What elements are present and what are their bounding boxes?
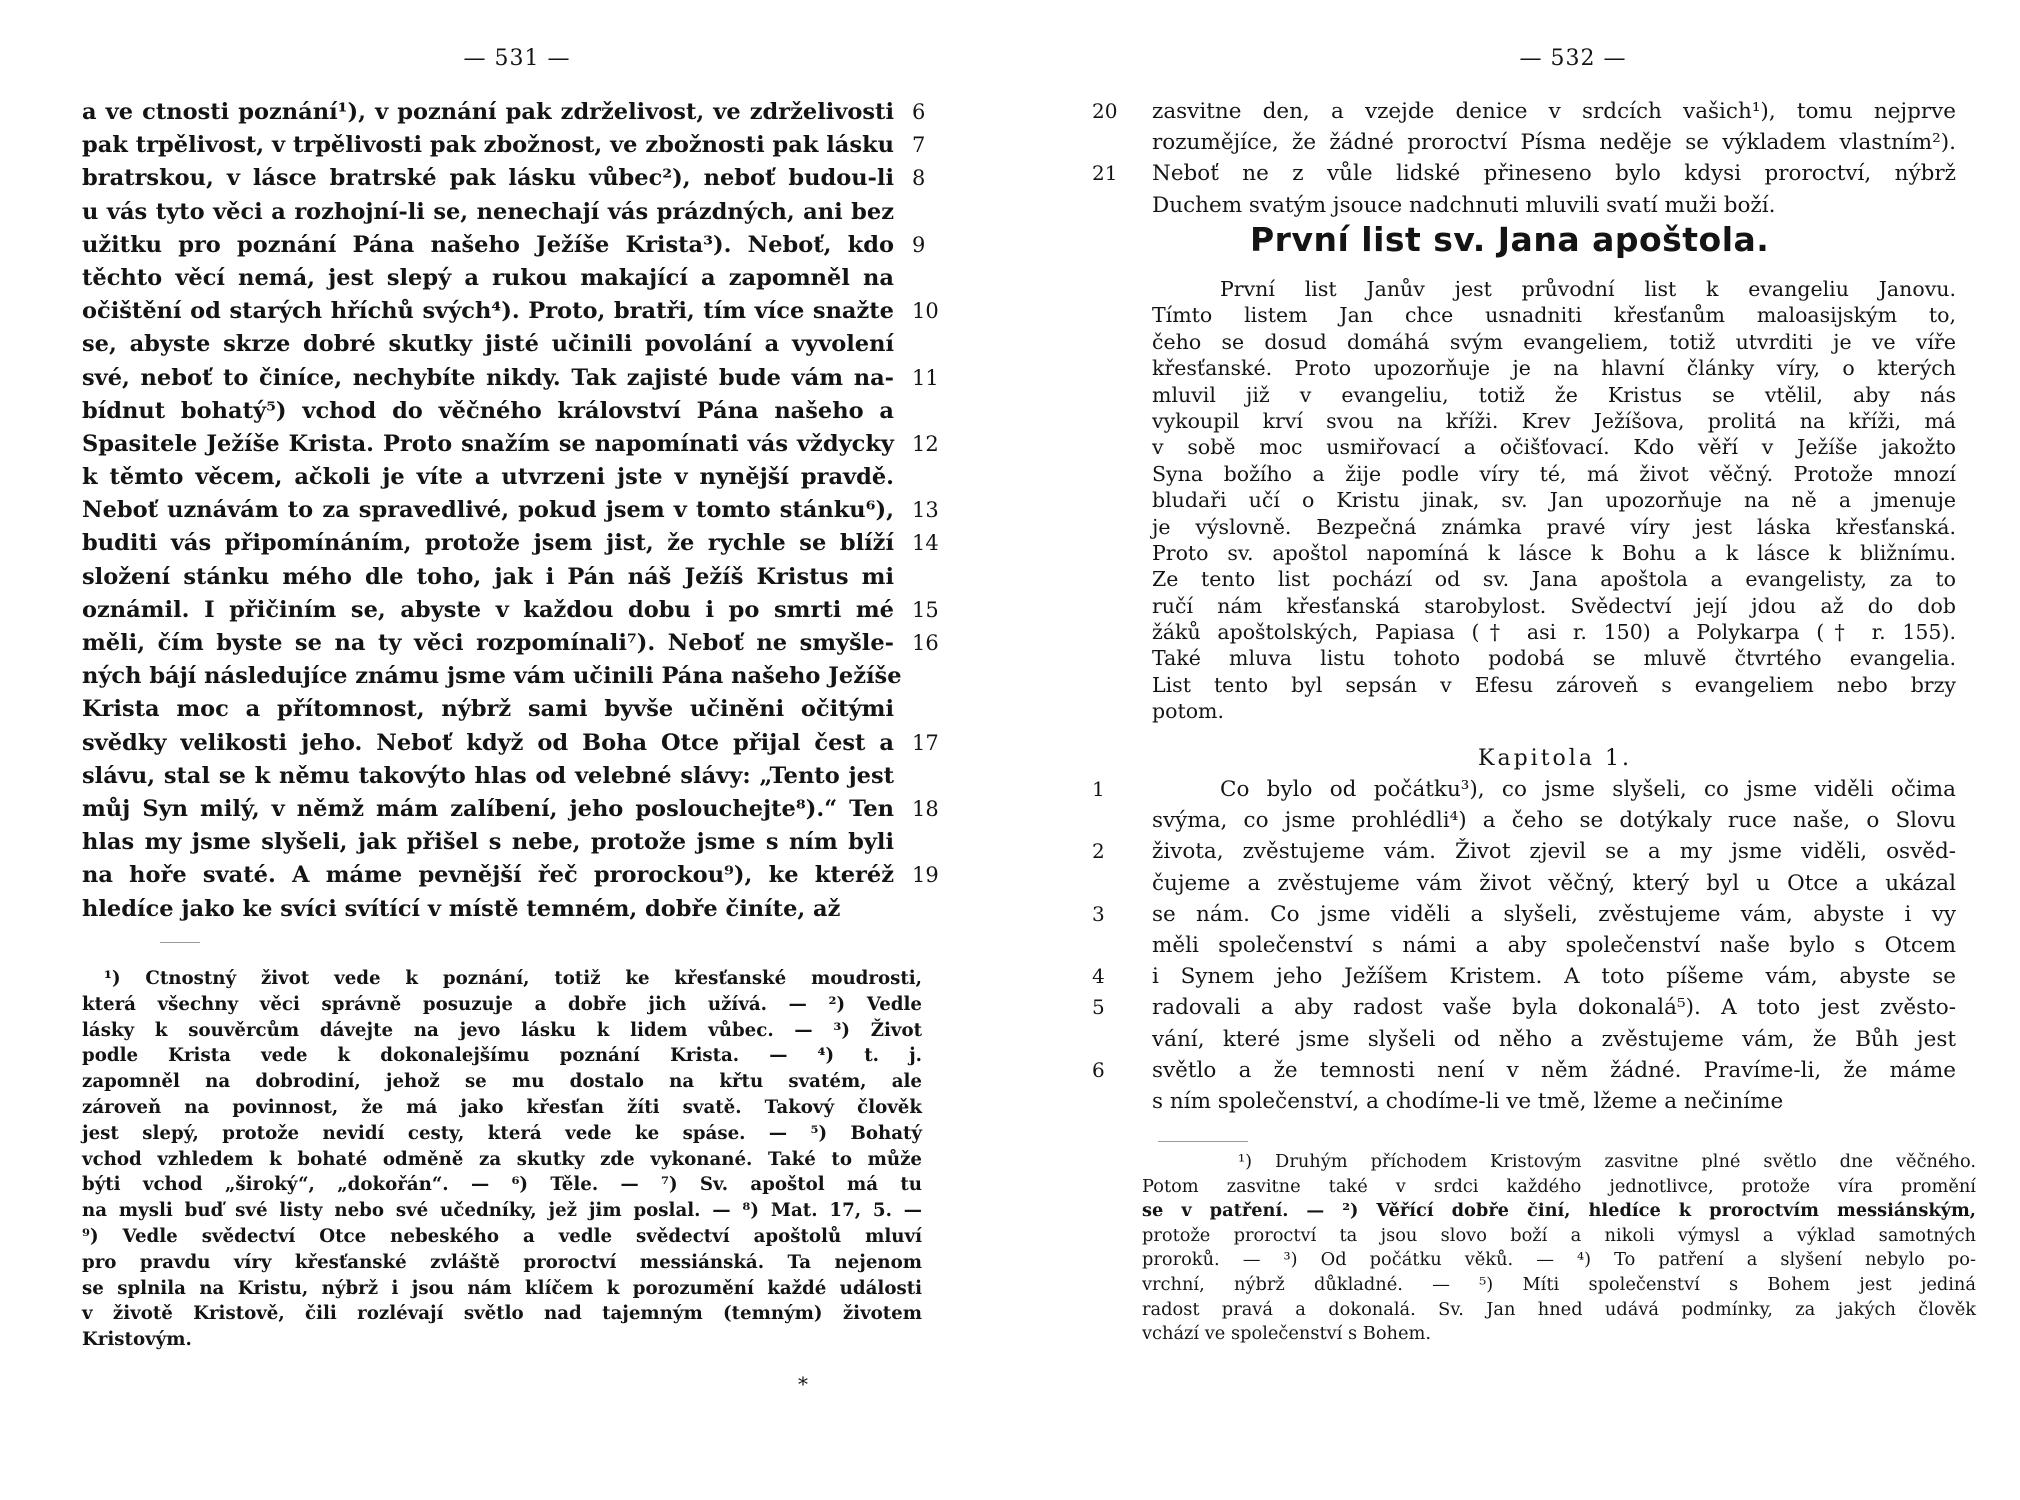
- footnote-text: býti vchod „široký“, „dokořán“. — ⁶) Těle. — ⁷) Sv. apoštol má tu: [82, 1174, 922, 1196]
- intro-text: Ze tento list pochází od sv. Jana apoštola a evangelisty, za to: [1152, 567, 1956, 592]
- line-text: Neboť uznávám to za spravedlivé, pokud jsem v tomto stánku⁶),: [82, 497, 894, 524]
- line-text: oznámil. I přičiním se, abyste v každou dobu i po smrti mé: [82, 596, 894, 623]
- line-text: bratrskou, v lásce bratrské pak lásku vůbec²), neboť budou-li: [82, 165, 894, 192]
- line-text: zasvitne den, a vzejde denice v srdcích vašich¹), tomu nejprve: [1152, 99, 1956, 124]
- line-text: rozumějíce, že žádné proroctví Písma neděje se výkladem vlastním²).: [1152, 130, 1956, 156]
- footnote-text: v životě Kristově, čili rozlévají světlo nad tajemným (temným) životem: [82, 1303, 922, 1325]
- intro-text: čeho se dosud domáhá svým evangeliem, totiž utvrditi je ve víře: [1152, 329, 1956, 354]
- footnote-text: Kristovým.: [82, 1329, 192, 1351]
- line-text: Krista moc a přítomnost, nýbrž sami byvše učiněni očitými: [82, 696, 894, 723]
- line-text: radovali a aby radost vaše byla dokonalá⁵). A toto jest zvěsto-: [1152, 995, 1956, 1021]
- intro-line: [1092, 619, 1992, 645]
- footnote-text: se v patření. — ²) Věřící dobře činí, hledíce k proroctvím messiánským,: [1142, 1200, 1976, 1222]
- footnote-line: [1142, 1150, 1976, 1175]
- verse-number: 18: [912, 796, 939, 821]
- text-line: [1092, 992, 1992, 1023]
- footnote-separator: [160, 942, 200, 943]
- footnote-text: Potom zasvitne také v srdci každého jednotlivce, protože víra promění: [1142, 1175, 1976, 1197]
- footnote-text: vrchní, nýbrž důkladné. — ⁵) Míti společenství s Bohem jest jediná: [1142, 1273, 1976, 1295]
- footnote-text: se splnila na Kristu, nýbrž i jsou nám klíčem k porozumění každé události: [82, 1277, 922, 1299]
- verse-number: 12: [912, 431, 939, 456]
- text-line: [1092, 96, 1992, 127]
- line-text: užitku pro poznání Pána našeho Ježíše Krista³). Neboť, kdo: [82, 231, 894, 258]
- intro-text: Také mluva listu tohoto podobá se mluvě čtvrtého evangelia.: [1152, 646, 1956, 671]
- footnote-line: [82, 966, 922, 992]
- left-footnotes: [82, 966, 922, 1353]
- intro-text: Proto sv. apoštol napomíná k lásce k Bohu a k lásce k bližnímu.: [1152, 540, 1956, 565]
- text-line: [1092, 961, 1992, 992]
- footnote-line: [82, 1327, 922, 1353]
- intro-text: křesťanské. Proto upozorňuje je na hlavní články víry, o kterých: [1152, 356, 1956, 381]
- footnote-text: vchází ve společenství s Bohem.: [1142, 1323, 1432, 1345]
- verse-number: 11: [912, 365, 939, 390]
- text-line: [82, 196, 962, 229]
- footnote-text: zároveň na povinnost, že má jako křesťan žíti svatě. Takový člověk: [82, 1096, 922, 1118]
- footnote-line: [82, 1301, 922, 1327]
- verse-number: 17: [912, 730, 939, 755]
- line-text: Spasitele Ježíše Krista. Proto snažím se napomínati vás vždycky: [82, 430, 894, 457]
- intro-line: [1092, 487, 1992, 513]
- text-line: [82, 660, 962, 693]
- text-line: [82, 594, 962, 627]
- line-text: k těmto věcem, ačkoli je víte a utvrzeni jste v nynější pravdě.: [82, 464, 894, 491]
- intro-line: [1092, 302, 1992, 328]
- intro-line: [1092, 593, 1992, 619]
- intro-line: [1092, 698, 1992, 724]
- verse-number: 1: [1092, 777, 1105, 801]
- text-line: [1092, 190, 1992, 221]
- footnote-line: [82, 1018, 922, 1044]
- intro-line: [1092, 645, 1992, 671]
- intro-line: [1092, 461, 1992, 487]
- text-line: [82, 561, 962, 594]
- right-footnotes: [1142, 1150, 1976, 1347]
- text-line: [1092, 158, 1992, 189]
- footnote-text: podle Krista vede k dokonalejšímu poznání Krista. — ⁴) t. j.: [82, 1045, 922, 1067]
- line-text: světlo a že temnosti není v něm žádné. Pravíme-li, že máme: [1152, 1057, 1956, 1083]
- text-line: [1092, 868, 1992, 899]
- text-line: [82, 627, 962, 660]
- verse-number: 3: [1092, 901, 1105, 926]
- verse-number: 19: [912, 863, 939, 888]
- epistle-introduction: [1092, 276, 1992, 725]
- line-text: svýma, co jsme prohlédli⁴) a čeho se dotýkaly ruce naše, o Slovu: [1152, 808, 1956, 834]
- line-text: své, neboť to činíce, nechybíte nikdy. Tak zajisté bude vám na-: [82, 364, 894, 391]
- line-text: u vás tyto věci a rozhojní-li se, nenechají vás prázdných, ani bez: [82, 198, 894, 225]
- text-line: [82, 362, 962, 395]
- footnote-text: ⁹) Vedle svědectví Otce nebeského a vedle svědectví apoštolů mluví: [82, 1225, 922, 1247]
- intro-line: [1092, 355, 1992, 381]
- footnote-line: [82, 1121, 922, 1147]
- text-line: [82, 96, 962, 129]
- intro-line: [1092, 434, 1992, 460]
- line-text: se, abyste skrze dobré skutky jisté učinili povolání a vyvolení: [82, 331, 894, 358]
- text-line: [82, 229, 962, 262]
- text-line: [1092, 805, 1992, 836]
- footnote-line: [82, 992, 922, 1018]
- intro-text: potom.: [1152, 699, 1225, 724]
- text-line: [82, 760, 962, 793]
- intro-line: [1092, 408, 1992, 434]
- footnote-line: [82, 1095, 922, 1121]
- footnote-text: pro pravdu víry křesťanské zvláště proroctví messiánská. Ta nejenom: [82, 1251, 922, 1273]
- intro-text: v sobě moc usmiřovací a očišťovací. Kdo věří v Ježíše jakožto: [1152, 435, 1956, 460]
- line-text: Neboť ne z vůle lidské přineseno bylo kdysi proroctví, nýbrž: [1152, 161, 1956, 187]
- footnote-line: [82, 1224, 922, 1250]
- line-text: svědky velikosti jeho. Neboť když od Boha Otce přijal čest a: [82, 729, 894, 756]
- verse-number: 21: [1092, 161, 1118, 186]
- text-line: [82, 727, 962, 760]
- footnote-text: lásky k souvěrcům dávejte na jevo lásku k lidem vůbec. — ³) Život: [82, 1019, 922, 1041]
- left-page-number: — 531 —: [463, 46, 571, 71]
- footnote-text: na mysli buď své listy nebo své učedníky, jež jim poslal. — ⁸) Mat. 17, 5. —: [82, 1200, 922, 1222]
- verse-number: 5: [1092, 995, 1105, 1020]
- line-text: měli společenství s námi a aby společenství naše bylo s Otcem: [1152, 932, 1956, 958]
- text-line: [82, 893, 962, 926]
- line-text: očištění od starých hříchů svých⁴). Proto, bratři, tím více snažte: [82, 298, 894, 325]
- footnote-line: [82, 1043, 922, 1069]
- intro-text: bludaři učí o Kristu jinak, sv. Jan upozorňuje na ně a jmenuje: [1152, 488, 1956, 513]
- line-text: a ve ctnosti poznání¹), v poznání pak zdrželivost, ve zdrželivosti: [82, 99, 894, 125]
- text-line: [82, 859, 962, 892]
- text-line: [82, 793, 962, 826]
- verse-number: 15: [912, 597, 939, 622]
- footnote-separator-right: [1158, 1141, 1248, 1142]
- line-text: bídnut bohatý⁵) vchod do věčného království Pána našeho a: [82, 397, 894, 424]
- line-text: hledíce jako ke svíci svítící v místě temném, dobře činíte, až: [82, 895, 841, 922]
- right-page: [1010, 0, 2020, 1500]
- verse-number: 2: [1092, 839, 1105, 864]
- right-page-number: — 532 —: [1519, 46, 1627, 71]
- intro-line: [1092, 514, 1992, 540]
- footnote-text: ¹) Druhým příchodem Kristovým zasvitne plné světlo dne věčného.: [1238, 1151, 1976, 1172]
- intro-text: Syna božího a žije podle víry té, má život věčný. Protože mnozí: [1152, 461, 1956, 486]
- line-text: Co bylo od počátku³), co jsme slyšeli, co jsme viděli očima: [1220, 777, 1956, 802]
- footnote-text: radost pravá a dokonalá. Sv. Jan hned udává podmínky, za jakých člověk: [1142, 1298, 1976, 1320]
- intro-line: [1092, 329, 1992, 355]
- text-line: [1092, 1024, 1992, 1055]
- right-top-text: [1092, 96, 1992, 221]
- footnote-text: zapomněl na dobrodiní, jehož se mu dostalo na křtu svatém, ale: [82, 1071, 922, 1093]
- intro-text: Tímto listem Jan chce usnadniti křesťanům maloasijským to,: [1152, 303, 1956, 328]
- text-line: [82, 527, 962, 560]
- line-text: Duchem svatým jsouce nadchnuti mluvili svatí muži boží.: [1152, 192, 1776, 218]
- text-line: [1092, 899, 1992, 930]
- intro-line: [1092, 382, 1992, 408]
- footnote-text: vchod vzhledem k bohaté odměně za skutky zde vykonané. Také to může: [82, 1148, 922, 1170]
- verse-number: 9: [912, 232, 926, 257]
- line-text: složení stánku mého dle toho, jak i Pán náš Ježíš Kristus mi: [82, 563, 894, 590]
- line-text: vání, které jsme slyšeli od něho a zvěstujeme vám, že Bůh jest: [1152, 1026, 1956, 1052]
- line-text: těchto věcí nemá, jest slepý a rukou makající a zapomněl na: [82, 264, 894, 291]
- footnote-line: [1142, 1199, 1976, 1224]
- verse-number: 8: [912, 166, 926, 191]
- line-text: života, zvěstujeme vám. Život zjevil se a my jsme viděli, osvěd-: [1152, 839, 1956, 865]
- footnote-line: [82, 1147, 922, 1173]
- line-text: i Synem jeho Ježíšem Kristem. A toto píšeme vám, abyste se: [1152, 964, 1956, 990]
- line-text: na hoře svaté. A máme pevnější řeč prorockou⁹), ke kteréž: [82, 862, 894, 889]
- intro-line: [1092, 672, 1992, 698]
- intro-line: [1092, 566, 1992, 592]
- intro-text: je výslovně. Bezpečná známka pravé víry jest láska křesťanská.: [1152, 514, 1956, 539]
- footnote-line: [1142, 1248, 1976, 1273]
- verse-number: 6: [1092, 1057, 1105, 1082]
- text-line: [82, 328, 962, 361]
- footnote-line: [1142, 1273, 1976, 1298]
- line-text: buditi vás připomínáním, protože jsem jist, že rychle se blíží: [82, 530, 894, 557]
- text-line: [1092, 930, 1992, 961]
- text-line: [82, 428, 962, 461]
- footnote-text: proroků. — ³) Od počátku věků. — ⁴) To patření a slyšení nebylo po-: [1142, 1249, 1976, 1271]
- text-line: [82, 461, 962, 494]
- verse-number: 4: [1092, 964, 1105, 989]
- text-line: [82, 395, 962, 428]
- verse-number: 16: [912, 631, 939, 655]
- footnote-line: [82, 1276, 922, 1302]
- footnote-line: [82, 1069, 922, 1095]
- text-line: [82, 262, 962, 295]
- text-line: [1092, 774, 1992, 805]
- footnote-line: [82, 1172, 922, 1198]
- footnote-line: [82, 1250, 922, 1276]
- line-text: měli, čím byste se na ty věci rozpomínali⁷). Neboť ne smyšle-: [82, 630, 894, 656]
- footnote-line: [1142, 1175, 1976, 1200]
- footnote-text: jest slepý, protože nevidí cesty, která vede ke spáse. — ⁵) Bohatý: [82, 1122, 922, 1144]
- footnote-line: [1142, 1224, 1976, 1249]
- intro-text: vykoupil krví svou na kříži. Krev Ježíšova, prolitá na kříži, má: [1152, 408, 1956, 433]
- intro-text: mluvil již v evangeliu, totiž že Kristus se vtělil, aby nás: [1152, 382, 1956, 407]
- line-text: čujeme a zvěstujeme vám život věčný, který byl u Otce a ukázal: [1152, 870, 1956, 896]
- intro-text: žáků apoštolských, Papiasa († asi r. 150) a Polykarpa († r. 155).: [1152, 620, 1956, 645]
- line-text: můj Syn milý, v němž mám zalíbení, jeho poslouchejte⁸).“ Ten: [82, 795, 894, 822]
- footnote-line: [1142, 1322, 1976, 1347]
- verse-number: 6: [912, 100, 926, 124]
- line-text: se nám. Co jsme viděli a slyšeli, zvěstujeme vám, abyste i vy: [1152, 901, 1956, 927]
- text-line: [82, 162, 962, 195]
- footnote-text: ¹) Ctnostný život vede k poznání, totiž ke křesťanské moudrosti,: [104, 968, 922, 989]
- chapter-text: [1092, 774, 1992, 1117]
- footnote-text: protože proroctví ta jsou slovo boží a nikoli výmysl a výklad samotných: [1142, 1224, 1976, 1246]
- chapter-title: Kapitola 1.: [1478, 746, 1632, 771]
- footnote-text: která všechny věci správně posuzuje a dobře jich užívá. — ²) Vedle: [82, 993, 922, 1015]
- verse-number: 20: [1092, 99, 1118, 123]
- footnote-line: [82, 1198, 922, 1224]
- intro-text: List tento byl sepsán v Efesu zároveň s evangeliem nebo brzy: [1152, 672, 1956, 697]
- text-line: [82, 129, 962, 162]
- signature-mark: *: [798, 1372, 808, 1396]
- verse-number: 10: [912, 299, 939, 324]
- text-line: [82, 826, 962, 859]
- intro-text: První list Janův jest průvodní list k evangeliu Janovu.: [1220, 277, 1956, 301]
- line-text: s ním společenství, a chodíme-li ve tmě, lžeme a nečiníme: [1152, 1088, 1784, 1114]
- epistle-heading: První list sv. Jana apoštola.: [1250, 220, 1770, 259]
- text-line: [1092, 836, 1992, 867]
- line-text: hlas my jsme slyšeli, jak přišel s nebe, protože jsme s ním byli: [82, 829, 894, 856]
- text-line: [1092, 1086, 1992, 1117]
- line-text: ných bájí následujíce známu jsme vám učinili Pána našeho Ježíše: [82, 663, 902, 690]
- text-line: [1092, 127, 1992, 158]
- text-line: [1092, 1055, 1992, 1086]
- line-text: pak trpělivost, v trpělivosti pak zbožnost, ve zbožnosti pak lásku: [82, 132, 894, 159]
- left-body-text: [82, 96, 962, 926]
- text-line: [82, 295, 962, 328]
- intro-line: [1092, 540, 1992, 566]
- text-line: [82, 693, 962, 726]
- verse-number: 13: [912, 498, 939, 523]
- intro-line: [1092, 276, 1992, 302]
- text-line: [82, 494, 962, 527]
- verse-number: 7: [912, 133, 926, 158]
- line-text: slávu, stal se k němu takovýto hlas od velebné slávy: „Tento jest: [82, 762, 894, 789]
- footnote-line: [1142, 1298, 1976, 1323]
- verse-number: 14: [912, 531, 939, 556]
- intro-text: ručí nám křesťanská starobylost. Svědectví její jdou až do dob: [1152, 593, 1956, 618]
